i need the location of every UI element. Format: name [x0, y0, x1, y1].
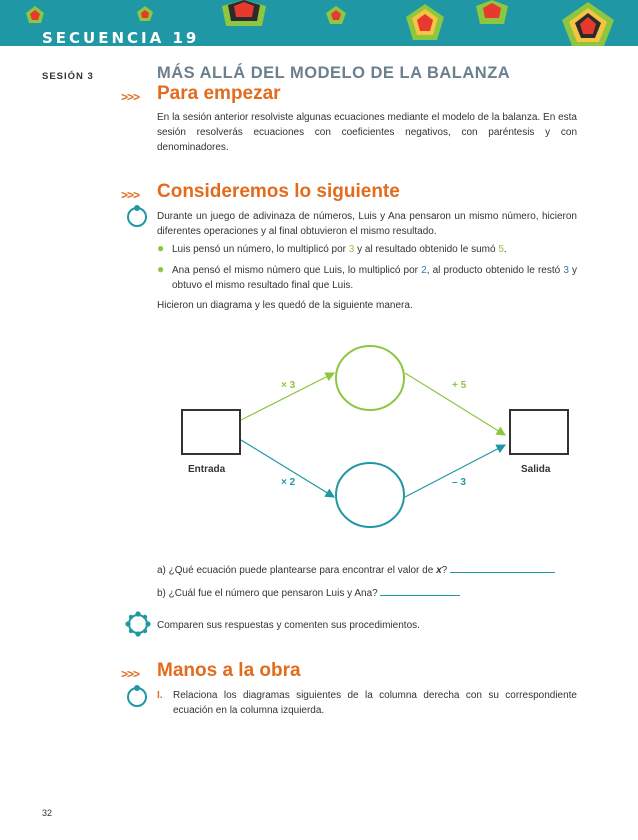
input-box: [182, 410, 240, 454]
section-heading-consideremos: Consideremos lo siguiente: [157, 181, 400, 202]
answer-line-b[interactable]: [380, 585, 460, 596]
top-operation-1: × 3: [281, 380, 296, 391]
compare-instruction: Comparen sus respuestas y comenten sus procedimientos.: [157, 620, 420, 631]
page-title: MÁS ALLÁ DEL MODELO DE LA BALANZA: [157, 64, 511, 82]
problem-intro: Durante un juego de adivinaza de números, Luis y Ana pensaron un mismo número, hicieron diferentes operaciones y al final obtuvieron el mismo resultado.: [157, 211, 577, 237]
page-number: 32: [42, 808, 53, 818]
bullet-ana-text: Ana pensó el mismo número que Luis, lo multiplicó por 2, al producto obtenido le restó 3 y obtuvo el mismo resultado final que Luis.: [172, 265, 577, 291]
intro-paragraph: En la sesión anterior resolviste algunas ecuaciones mediante el modelo de la balanza. En esta sesión resolverás ecuaciones con coeficientes negativos, con paréntesis y con denominadores.: [157, 112, 577, 153]
exercise-number: I.: [157, 690, 163, 701]
top-intermediate-circle: [336, 346, 404, 410]
group-work-icon: [125, 611, 151, 637]
bottom-arrow-2: [405, 445, 505, 497]
exercise-text: Relaciona los diagramas siguientes de la columna derecha con su correspondiente ecuación en la columna izquierda.: [173, 690, 577, 716]
section-arrows-icon: >>>: [121, 188, 140, 202]
bottom-operation-1: × 2: [281, 477, 296, 488]
bullet-icon: ●: [157, 262, 165, 276]
question-b: b) ¿Cuál fue el número que pensaron Luis y Ana?: [157, 585, 460, 599]
input-label: Entrada: [188, 464, 226, 475]
individual-work-icon: [125, 685, 149, 709]
output-label: Salida: [521, 464, 551, 475]
bottom-operation-2: – 3: [452, 477, 466, 488]
session-label: SESIÓN 3: [42, 71, 94, 82]
section-arrows-icon: >>>: [121, 667, 140, 681]
sequence-title: SECUENCIA 19: [42, 29, 200, 47]
answer-line-a[interactable]: [450, 562, 555, 573]
bullet-luis-text: Luis pensó un número, lo multiplicó por 3 y al resultado obtenido le sumó 5.: [172, 244, 507, 255]
bottom-arrow-1: [241, 440, 334, 497]
section-heading-manos: Manos a la obra: [157, 660, 301, 681]
question-a: a) ¿Qué ecuación puede plantearse para encontrar el valor de x?: [157, 562, 555, 576]
diagram-intro: Hicieron un diagrama y les quedó de la siguiente manera.: [157, 300, 413, 311]
section-heading-para-empezar: Para empezar: [157, 83, 281, 104]
bottom-intermediate-circle: [336, 463, 404, 527]
bullet-icon: ●: [157, 241, 165, 255]
section-arrows-icon: >>>: [121, 90, 140, 104]
output-box: [510, 410, 568, 454]
top-operation-2: + 5: [452, 380, 467, 391]
exercise-1: [157, 688, 577, 718]
